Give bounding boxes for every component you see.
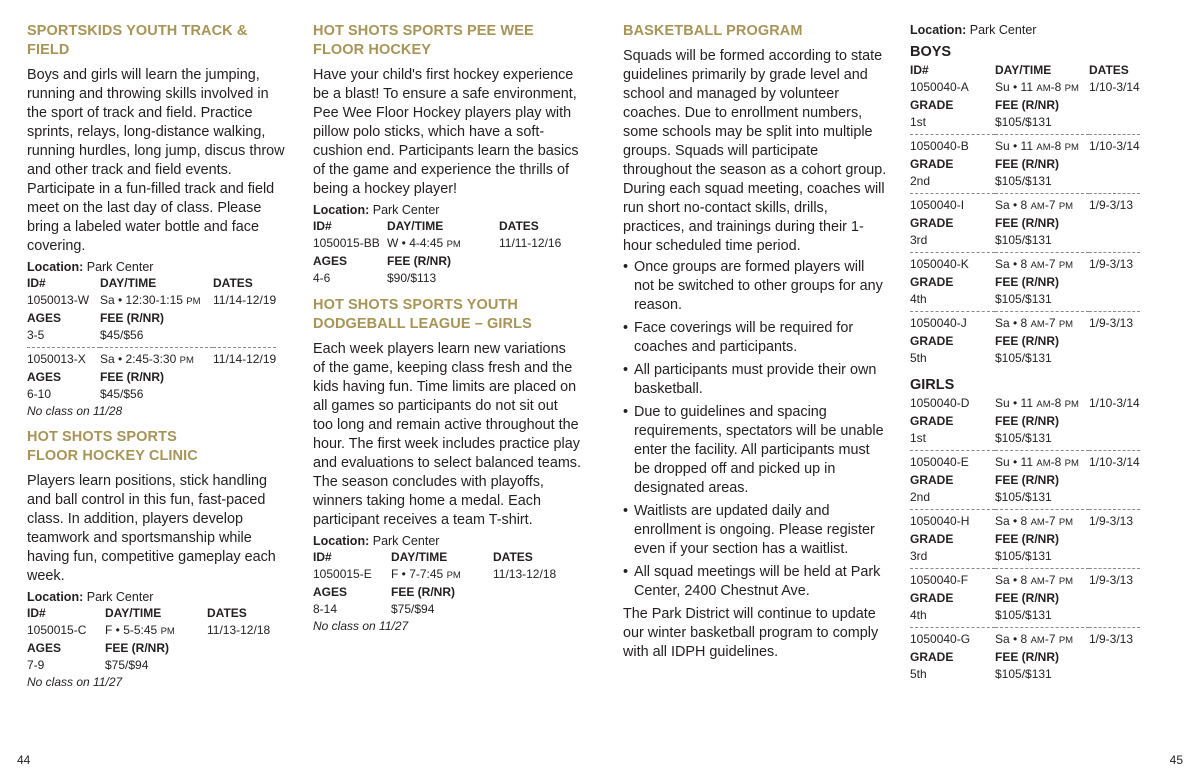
list-item: • Face coverings will be required for coaches and participants. bbox=[623, 319, 888, 357]
list-item: • Due to guidelines and spacing requirements, spectators will be unable enter the facility. All participants must be dropped off and picked up in designated areas. bbox=[623, 403, 888, 498]
header-fee: FEE (R/NR) bbox=[995, 532, 1059, 546]
header-dates: DATES bbox=[213, 276, 253, 290]
schedule-table-girls bbox=[910, 395, 1140, 683]
course-daytime: Su • 11 AM-8 PM bbox=[995, 455, 1079, 469]
location-label: Location: bbox=[910, 23, 967, 37]
table-row bbox=[910, 315, 1140, 333]
course-id: 1050015-E bbox=[313, 567, 372, 581]
course-daytime: Sa • 2:45-3:30 PM bbox=[100, 352, 194, 366]
course-fee: $105/$131 bbox=[995, 351, 1052, 365]
location-value: Park Center bbox=[969, 23, 1037, 37]
section-title-floor-hockey-line2: FLOOR HOCKEY CLINIC bbox=[27, 448, 198, 464]
header-id: ID# bbox=[27, 276, 46, 290]
location-line bbox=[313, 202, 581, 218]
location-label: Location: bbox=[27, 590, 84, 604]
course-dates: 1/10-3/14 bbox=[1089, 455, 1140, 469]
course-id: 1050040-G bbox=[910, 632, 971, 646]
course-daytime: W • 4-4:45 PM bbox=[387, 236, 461, 250]
header-ages: AGES bbox=[27, 370, 62, 384]
location-label: Location: bbox=[27, 260, 84, 274]
header-grade: GRADE bbox=[910, 473, 954, 487]
class-note: No class on 11/27 bbox=[313, 619, 409, 633]
location-line bbox=[910, 22, 1180, 38]
course-daytime: Sa • 8 AM-7 PM bbox=[995, 514, 1074, 528]
list-item: • All participants must provide their own basketball. bbox=[623, 361, 888, 399]
header-fee: FEE (R/NR) bbox=[995, 157, 1059, 171]
location-value: Park Center bbox=[372, 203, 440, 217]
section-description-dodgeball: Each week players learn new variations of the game, keeping class fresh and the kids having fun. Time limits are placed on all games so participants do not sit out too long and remain active throughout the hour. The first week includes practice play and evaluations to select balanced teams. The season concludes with playoffs, winners taking home a medal. Each participant receives a team T-shirt. bbox=[313, 341, 581, 528]
course-daytime: Sa • 8 AM-7 PM bbox=[995, 632, 1074, 646]
header-daytime: DAY/TIME bbox=[995, 63, 1052, 77]
header-fee: FEE (R/NR) bbox=[995, 473, 1059, 487]
location-value: Park Center bbox=[86, 590, 154, 604]
header-grade: GRADE bbox=[910, 414, 954, 428]
header-dates: DATES bbox=[207, 606, 247, 620]
table-row bbox=[910, 513, 1140, 531]
course-ages: 4-6 bbox=[313, 271, 331, 285]
schedule-table-floor-hockey bbox=[27, 605, 270, 674]
table-row bbox=[910, 79, 1140, 97]
course-dates: 1/10-3/14 bbox=[1089, 80, 1140, 94]
header-dates: DATES bbox=[1089, 63, 1129, 77]
table-row bbox=[910, 572, 1140, 590]
course-id: 1050013-X bbox=[27, 352, 86, 366]
course-grade: 3rd bbox=[910, 233, 928, 247]
course-id: 1050040-A bbox=[910, 80, 969, 94]
course-grade: 5th bbox=[910, 667, 927, 681]
section-title-track-field: SPORTSKIDS YOUTH TRACK & FIELD bbox=[27, 23, 248, 58]
course-id: 1050040-H bbox=[910, 514, 970, 528]
course-dates: 11/14-12/19 bbox=[213, 293, 277, 307]
column-4 bbox=[910, 22, 1180, 683]
course-id: 1050013-W bbox=[27, 293, 90, 307]
table-row bbox=[910, 138, 1140, 156]
list-item: • Waitlists are updated daily and enrollment is ongoing. Please register even if your section has a waitlist. bbox=[623, 502, 888, 559]
course-ages: 3-5 bbox=[27, 328, 45, 342]
header-grade: GRADE bbox=[910, 591, 954, 605]
section-title-pee-wee-line1: HOT SHOTS SPORTS PEE WEE bbox=[313, 23, 534, 39]
course-dates: 11/13-12/18 bbox=[493, 567, 557, 581]
column-3 bbox=[623, 22, 888, 662]
course-daytime: Sa • 8 AM-7 PM bbox=[995, 198, 1074, 212]
section-title-basketball: BASKETBALL PROGRAM bbox=[623, 23, 803, 39]
header-grade: GRADE bbox=[910, 216, 954, 230]
page-number-left: 44 bbox=[17, 753, 31, 767]
course-daytime: Sa • 8 AM-7 PM bbox=[995, 257, 1074, 271]
course-dates: 1/9-3/13 bbox=[1089, 257, 1134, 271]
course-grade: 4th bbox=[910, 292, 927, 306]
page-number-right: 45 bbox=[1169, 753, 1183, 767]
course-ages: 6-10 bbox=[27, 387, 52, 401]
course-daytime: F • 5-5:45 PM bbox=[105, 623, 175, 637]
course-id: 1050040-E bbox=[910, 455, 969, 469]
course-dates: 1/9-3/13 bbox=[1089, 632, 1134, 646]
course-id: 1050015-BB bbox=[313, 236, 380, 250]
header-daytime: DAY/TIME bbox=[105, 606, 162, 620]
header-fee: FEE (R/NR) bbox=[995, 414, 1059, 428]
course-fee: $75/$94 bbox=[105, 658, 149, 672]
course-fee: $105/$131 bbox=[995, 115, 1052, 129]
header-ages: AGES bbox=[313, 254, 348, 268]
course-fee: $105/$131 bbox=[995, 608, 1052, 622]
header-fee: FEE (R/NR) bbox=[995, 334, 1059, 348]
boys-heading: BOYS bbox=[910, 44, 952, 60]
closing-paragraph: The Park District will continue to update our winter basketball program to comply with all IDPH guidelines. bbox=[623, 606, 879, 660]
section-title-dodgeball-line2: DODGEBALL LEAGUE – GIRLS bbox=[313, 316, 532, 332]
course-ages: 8-14 bbox=[313, 602, 338, 616]
course-daytime: Su • 11 AM-8 PM bbox=[995, 80, 1079, 94]
course-id: 1050040-B bbox=[910, 139, 969, 153]
section-description-basketball: Squads will be formed according to state guidelines primarily by grade level and school and managed by volunteer coaches. Due to enrollment numbers, some schools may be split into multiple groups. Squads will participate throughout the season as a cohort group. During each squad meeting, coaches will run short no-contact skills, drills, practices, and trainings during their 1-hour scheduled time period. bbox=[623, 48, 887, 254]
course-daytime: Su • 11 AM-8 PM bbox=[995, 396, 1079, 410]
header-fee: FEE (R/NR) bbox=[995, 98, 1059, 112]
table-row bbox=[27, 292, 276, 310]
header-id: ID# bbox=[910, 63, 929, 77]
course-id: 1050040-F bbox=[910, 573, 969, 587]
header-ages: AGES bbox=[313, 585, 348, 599]
girls-heading: GIRLS bbox=[910, 377, 955, 393]
column-1 bbox=[27, 22, 289, 690]
table-row bbox=[27, 622, 270, 640]
course-grade: 4th bbox=[910, 608, 927, 622]
location-line bbox=[27, 589, 289, 605]
course-fee: $105/$131 bbox=[995, 174, 1052, 188]
course-id: 1050040-J bbox=[910, 316, 967, 330]
schedule-table-dodgeball bbox=[313, 549, 556, 618]
course-fee: $105/$131 bbox=[995, 549, 1052, 563]
course-dates: 1/9-3/13 bbox=[1089, 316, 1134, 330]
section-description-floor-hockey: Players learn positions, stick handling and ball control in this fun, fast-paced class. In addition, players develop teamwork and sportsmanship while having fun, competitive gameplay each week. bbox=[27, 473, 276, 584]
location-value: Park Center bbox=[372, 534, 440, 548]
course-fee: $90/$113 bbox=[387, 271, 437, 285]
course-fee: $105/$131 bbox=[995, 431, 1052, 445]
table-row bbox=[910, 631, 1140, 649]
header-fee: FEE (R/NR) bbox=[105, 641, 169, 655]
location-value: Park Center bbox=[86, 260, 154, 274]
class-note: No class on 11/27 bbox=[27, 675, 123, 689]
course-daytime: Su • 11 AM-8 PM bbox=[995, 139, 1079, 153]
header-grade: GRADE bbox=[910, 532, 954, 546]
course-dates: 1/9-3/13 bbox=[1089, 514, 1134, 528]
course-grade: 5th bbox=[910, 351, 927, 365]
header-id: ID# bbox=[313, 550, 332, 564]
course-daytime: Sa • 12:30-1:15 PM bbox=[100, 293, 201, 307]
header-daytime: DAY/TIME bbox=[100, 276, 157, 290]
location-label: Location: bbox=[313, 203, 370, 217]
course-id: 1050040-D bbox=[910, 396, 970, 410]
schedule-table-boys bbox=[910, 62, 1140, 367]
course-daytime: Sa • 8 AM-7 PM bbox=[995, 316, 1074, 330]
course-grade: 3rd bbox=[910, 549, 928, 563]
course-grade: 2nd bbox=[910, 174, 931, 188]
course-daytime: Sa • 8 AM-7 PM bbox=[995, 573, 1074, 587]
course-dates: 1/9-3/13 bbox=[1089, 198, 1134, 212]
course-id: 1050040-I bbox=[910, 198, 965, 212]
list-item: • Once groups are formed players will not be switched to other groups for any reason. bbox=[623, 258, 888, 315]
header-id: ID# bbox=[313, 219, 332, 233]
course-dates: 1/10-3/14 bbox=[1089, 396, 1140, 410]
section-title-floor-hockey-line1: HOT SHOTS SPORTS bbox=[27, 429, 177, 445]
list-item: • All squad meetings will be held at Park Center, 2400 Chestnut Ave. bbox=[623, 563, 888, 601]
schedule-table-pee-wee bbox=[313, 218, 561, 287]
header-daytime: DAY/TIME bbox=[391, 550, 448, 564]
course-grade: 1st bbox=[910, 431, 927, 445]
header-ages: AGES bbox=[27, 311, 62, 325]
course-grade: 1st bbox=[910, 115, 927, 129]
table-row bbox=[910, 256, 1140, 274]
header-fee: FEE (R/NR) bbox=[391, 585, 455, 599]
course-daytime: F • 7-7:45 PM bbox=[391, 567, 461, 581]
section-title-dodgeball-line1: HOT SHOTS SPORTS YOUTH bbox=[313, 297, 518, 313]
course-dates: 11/14-12/19 bbox=[213, 352, 277, 366]
course-fee: $45/$56 bbox=[100, 387, 144, 401]
location-line bbox=[313, 533, 581, 549]
table-row bbox=[910, 197, 1140, 215]
course-ages: 7-9 bbox=[27, 658, 45, 672]
table-row bbox=[910, 454, 1140, 472]
header-fee: FEE (R/NR) bbox=[100, 370, 164, 384]
course-dates: 11/11-12/16 bbox=[499, 236, 562, 250]
course-fee: $75/$94 bbox=[391, 602, 435, 616]
table-row bbox=[313, 566, 556, 584]
class-note: No class on 11/28 bbox=[27, 404, 123, 418]
header-fee: FEE (R/NR) bbox=[995, 216, 1059, 230]
location-label: Location: bbox=[313, 534, 370, 548]
course-id: 1050015-C bbox=[27, 623, 87, 637]
header-grade: GRADE bbox=[910, 98, 954, 112]
header-fee: FEE (R/NR) bbox=[100, 311, 164, 325]
course-fee: $105/$131 bbox=[995, 292, 1052, 306]
header-id: ID# bbox=[27, 606, 46, 620]
course-id: 1050040-K bbox=[910, 257, 969, 271]
table-row bbox=[910, 395, 1140, 413]
section-title-pee-wee-line2: FLOOR HOCKEY bbox=[313, 42, 432, 58]
course-dates: 11/13-12/18 bbox=[207, 623, 271, 637]
header-daytime: DAY/TIME bbox=[387, 219, 444, 233]
header-ages: AGES bbox=[27, 641, 62, 655]
header-grade: GRADE bbox=[910, 650, 954, 664]
course-fee: $105/$131 bbox=[995, 667, 1052, 681]
course-dates: 1/9-3/13 bbox=[1089, 573, 1134, 587]
header-fee: FEE (R/NR) bbox=[995, 275, 1059, 289]
header-grade: GRADE bbox=[910, 275, 954, 289]
header-grade: GRADE bbox=[910, 334, 954, 348]
location-line bbox=[27, 259, 289, 275]
header-grade: GRADE bbox=[910, 157, 954, 171]
course-fee: $105/$131 bbox=[995, 233, 1052, 247]
course-dates: 1/10-3/14 bbox=[1089, 139, 1140, 153]
table-row bbox=[313, 235, 561, 253]
header-fee: FEE (R/NR) bbox=[995, 591, 1059, 605]
schedule-table-track-field bbox=[27, 275, 276, 403]
header-fee: FEE (R/NR) bbox=[387, 254, 451, 268]
guidelines-list bbox=[623, 258, 888, 601]
header-dates: DATES bbox=[493, 550, 533, 564]
column-2 bbox=[313, 22, 581, 634]
course-grade: 2nd bbox=[910, 490, 931, 504]
course-fee: $45/$56 bbox=[100, 328, 144, 342]
table-row bbox=[27, 351, 276, 369]
section-description-track-field: Boys and girls will learn the jumping, running and throwing skills involved in the sport of track and field. Practice sprints, relays, long-distance walking, running hurdles, long jump, discus throw and other track and field events. Participate in a fun-filled track and field meet on the last day of class. Please bring a labeled water bottle and face covering. bbox=[27, 67, 285, 254]
header-fee: FEE (R/NR) bbox=[995, 650, 1059, 664]
section-description-pee-wee: Have your child's first hockey experience be a blast! To ensure a safe environment, Pee Wee Floor Hockey players play with pillow polo sticks, which have a soft-cushion end. Participants learn the basics of the game and experience the thrills of being a hockey player! bbox=[313, 67, 579, 197]
course-fee: $105/$131 bbox=[995, 490, 1052, 504]
header-dates: DATES bbox=[499, 219, 539, 233]
